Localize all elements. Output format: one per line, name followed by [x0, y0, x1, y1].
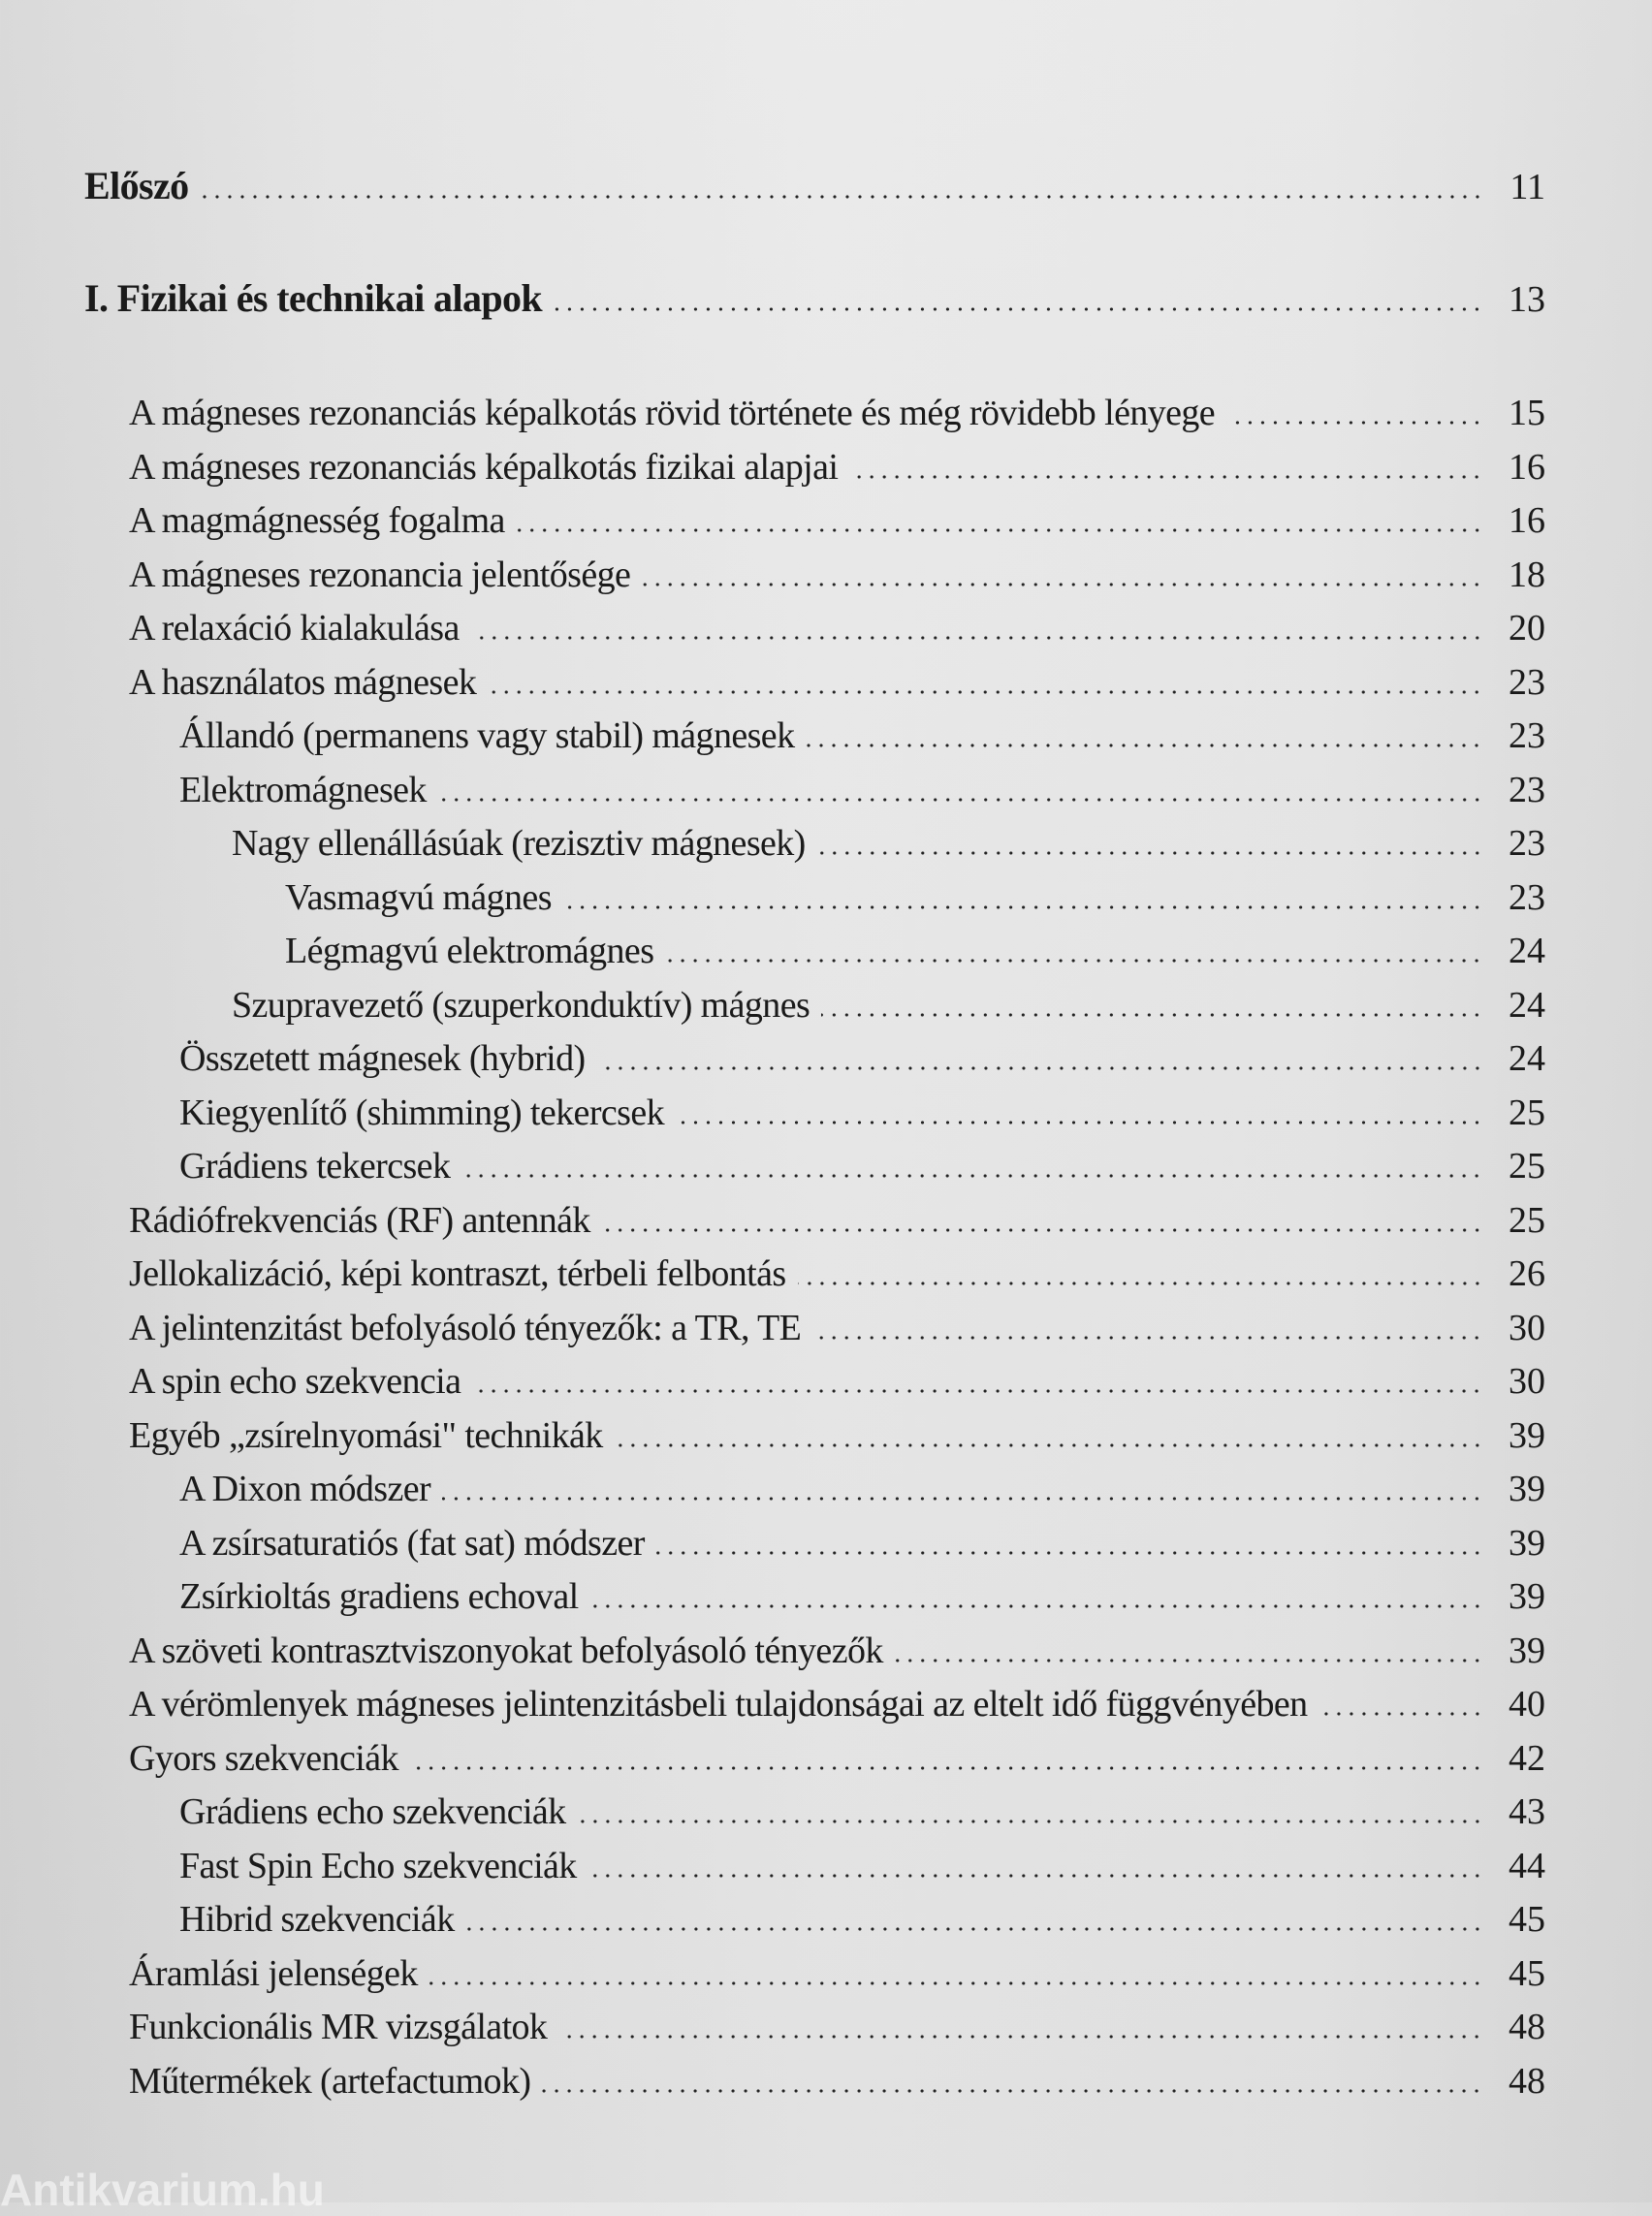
entry-title: Jellokalizáció, képi kontraszt, térbeli felbontás	[129, 1253, 786, 1294]
toc-entry	[0, 1952, 1545, 2007]
page-number: 39	[1509, 1630, 1545, 1671]
page-number: 13	[1509, 279, 1545, 320]
toc-entry	[0, 2060, 1545, 2114]
entry-title: I. Fizikai és technikai alapok	[84, 276, 543, 320]
toc-entry	[0, 1414, 1545, 1469]
entry-title: Légmagvú elektromágnes	[285, 931, 654, 971]
watermark: Antikvarium.hu	[0, 2165, 325, 2215]
dot-leader	[461, 1174, 1483, 1178]
dot-leader	[676, 1121, 1483, 1124]
dot-leader	[517, 528, 1483, 532]
entry-title: A használatos mágnesek	[129, 661, 477, 703]
entry-title: A mágneses rezonanciás képalkotás fizikai alapjai	[129, 446, 839, 488]
entry-title: Zsírkioltás gradiens echoval	[179, 1576, 579, 1617]
page-number: 23	[1509, 823, 1545, 864]
page-number: 30	[1509, 1361, 1545, 1402]
entry-title: A vérömlenyek mágneses jelintenzitásbeli tulajdonságai az eltelt idő függvényében	[129, 1684, 1308, 1725]
entry-title: Szupravezető (szuperkonduktív) mágnes	[232, 984, 810, 1026]
toc-heading	[0, 163, 1545, 217]
toc-entry	[0, 1360, 1545, 1414]
page-number: 48	[1509, 2007, 1545, 2047]
entry-title: Előszó	[84, 164, 189, 207]
toc-entry	[0, 1468, 1545, 1522]
entry-title: Összetett mágnesek (hybrid)	[179, 1038, 586, 1079]
page-number: 25	[1509, 1146, 1545, 1187]
dot-leader	[1319, 1712, 1483, 1716]
dot-leader	[542, 2089, 1483, 2093]
toc-entry	[0, 1037, 1545, 1092]
entry-title: A Dixon módszer	[179, 1469, 431, 1509]
page-number: 26	[1509, 1253, 1545, 1294]
toc-entry	[0, 714, 1545, 769]
dot-leader	[821, 1013, 1483, 1017]
dot-leader	[806, 744, 1483, 747]
page-number: 23	[1509, 876, 1545, 918]
page-number: 39	[1509, 1522, 1545, 1564]
entry-title: Vasmagvú mágnes	[285, 876, 552, 918]
dot-leader	[578, 1820, 1483, 1823]
page-number: 23	[1509, 769, 1545, 810]
entry-title: Grádiens tekercsek	[179, 1146, 451, 1187]
dot-leader	[849, 475, 1483, 479]
page-number: 15	[1509, 393, 1545, 433]
toc-entry	[0, 1737, 1545, 1791]
dot-leader	[442, 1497, 1483, 1501]
entry-title: Funkcionális MR vizsgálatok	[129, 2007, 548, 2047]
entry-title: A mágneses rezonancia jelentősége	[129, 554, 631, 595]
entry-title: Kiegyenlítő (shimming) tekercsek	[179, 1092, 664, 1133]
entry-title: Grádiens echo szekvenciák	[179, 1791, 566, 1832]
toc-entry	[0, 2006, 1545, 2060]
entry-title: A relaxáció kialakulása	[129, 608, 460, 649]
page-number: 20	[1509, 608, 1545, 649]
page-number: 43	[1509, 1791, 1545, 1832]
page-number: 39	[1509, 1469, 1545, 1509]
page-number: 23	[1509, 661, 1545, 703]
toc-entry	[0, 1575, 1545, 1630]
dot-leader	[656, 1551, 1483, 1555]
page-number: 45	[1509, 1899, 1545, 1940]
page-number: 42	[1509, 1737, 1545, 1779]
entry-title: A szöveti kontrasztviszonyokat befolyásoló tényezők	[129, 1630, 883, 1671]
dot-leader	[1226, 421, 1483, 425]
dot-leader	[563, 905, 1483, 909]
toc-entry	[0, 930, 1545, 984]
dot-leader	[602, 1228, 1483, 1232]
entry-title: A magmágnesség fogalma	[129, 500, 505, 541]
page-number: 24	[1509, 984, 1545, 1026]
toc-entry	[0, 1790, 1545, 1845]
entry-title: Műtermékek (artefactumok)	[129, 2060, 531, 2102]
dot-leader	[410, 1766, 1483, 1770]
page-number: 23	[1509, 715, 1545, 756]
entry-title: A jelintenzitást befolyásoló tényezők: a TR, TE	[129, 1307, 802, 1348]
dot-leader	[615, 1443, 1483, 1447]
dot-leader	[429, 1981, 1483, 1985]
entry-title: Áramlási jelenségek	[129, 1952, 418, 1994]
dot-leader	[895, 1659, 1483, 1662]
toc-entry	[0, 554, 1545, 608]
entry-title: Nagy ellenállásúak (rezisztiv mágnesek)	[232, 823, 806, 864]
toc-entry	[0, 661, 1545, 715]
toc-entry	[0, 1092, 1545, 1146]
page-number: 24	[1509, 1038, 1545, 1079]
page-number: 16	[1509, 446, 1545, 488]
page-number: 25	[1509, 1092, 1545, 1133]
toc-heading	[0, 275, 1545, 330]
toc-entry	[0, 1898, 1545, 1952]
dot-leader	[798, 1282, 1483, 1285]
entry-title: A mágneses rezonanciás képalkotás rövid története és még rövidebb lényege	[129, 393, 1216, 433]
entry-title: Hibrid szekvenciák	[179, 1899, 455, 1940]
page-number: 24	[1509, 931, 1545, 971]
toc-entry	[0, 876, 1545, 931]
toc-entry	[0, 1522, 1545, 1576]
entry-title: A spin echo szekvencia	[129, 1361, 461, 1402]
toc-entry	[0, 1630, 1545, 1684]
toc-entry	[0, 1307, 1545, 1361]
entry-title: Rádiófrekvenciás (RF) antennák	[129, 1199, 590, 1241]
page-number: 44	[1509, 1845, 1545, 1886]
dot-leader	[642, 583, 1483, 586]
dot-leader	[471, 636, 1483, 640]
page-number: 25	[1509, 1199, 1545, 1241]
page-number: 11	[1509, 167, 1545, 207]
toc-entry	[0, 607, 1545, 661]
dot-leader	[554, 307, 1483, 311]
dot-leader	[438, 798, 1483, 802]
toc-entry	[0, 446, 1545, 500]
toc-entry	[0, 499, 1545, 554]
toc-entry	[0, 1252, 1545, 1307]
page-number: 30	[1509, 1307, 1545, 1348]
dot-leader	[201, 195, 1483, 199]
toc-entry	[0, 1145, 1545, 1199]
entry-title: Elektromágnesek	[179, 769, 427, 810]
page-number: 16	[1509, 500, 1545, 541]
page-number: 39	[1509, 1576, 1545, 1617]
toc-entry	[0, 1683, 1545, 1737]
dot-leader	[588, 1874, 1483, 1878]
dot-leader	[817, 851, 1483, 855]
toc-entry	[0, 392, 1545, 446]
page-number: 18	[1509, 554, 1545, 595]
page-number: 45	[1509, 1952, 1545, 1994]
toc-entry	[0, 1845, 1545, 1899]
entry-title: A zsírsaturatiós (fat sat) módszer	[179, 1522, 645, 1564]
dot-leader	[812, 1336, 1483, 1340]
page-number: 40	[1509, 1684, 1545, 1725]
page-number: 48	[1509, 2060, 1545, 2102]
dot-leader	[665, 959, 1483, 963]
dot-leader	[488, 690, 1483, 694]
toc-entry	[0, 822, 1545, 876]
entry-title: Gyors szekvenciák	[129, 1737, 398, 1779]
dot-leader	[466, 1927, 1483, 1931]
dot-leader	[590, 1604, 1483, 1608]
dot-leader	[597, 1066, 1483, 1070]
page-number: 39	[1509, 1414, 1545, 1456]
toc-entry	[0, 984, 1545, 1038]
toc-entry	[0, 1199, 1545, 1253]
toc-entry	[0, 769, 1545, 823]
dot-leader	[472, 1389, 1483, 1393]
entry-title: Egyéb „zsírelnyomási" technikák	[129, 1414, 603, 1456]
dot-leader	[558, 2035, 1483, 2039]
entry-title: Állandó (permanens vagy stabil) mágnesek	[179, 715, 795, 756]
entry-title: Fast Spin Echo szekvenciák	[179, 1845, 577, 1886]
